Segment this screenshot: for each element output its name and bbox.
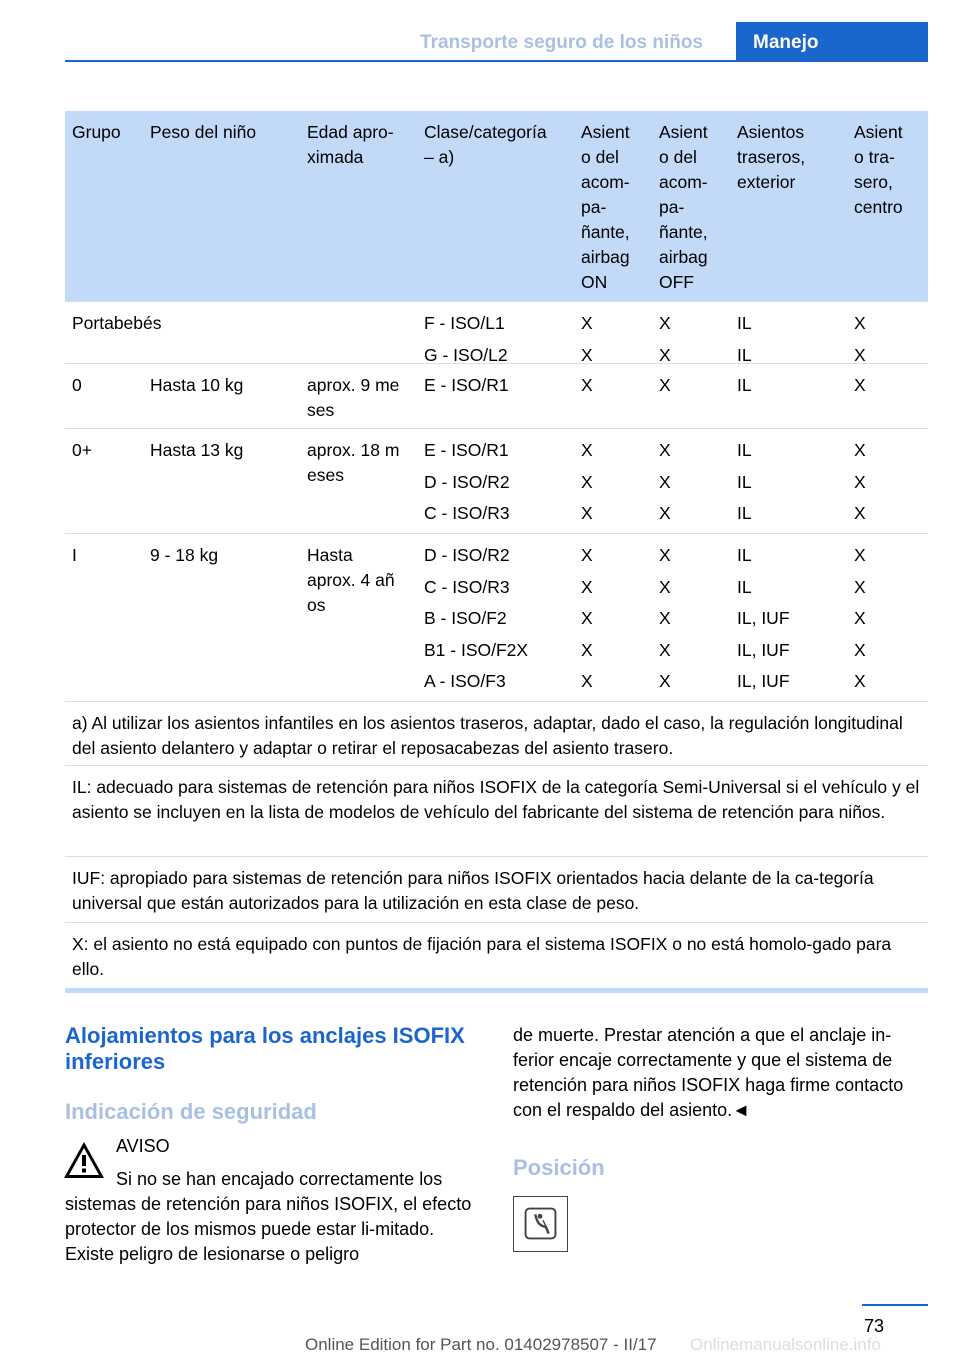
cell-value: X (854, 440, 866, 460)
cell-value: X (854, 471, 866, 492)
cell-value: IL (737, 313, 752, 333)
cell-value: C - ISO/R3 (424, 503, 510, 523)
cell-value: G - ISO/L2 (424, 344, 508, 365)
cell-off (652, 534, 730, 701)
cell-value: X (659, 671, 671, 691)
header-divider (65, 60, 928, 62)
cell-value: A - ISO/F3 (424, 671, 506, 691)
cell-value: X (659, 639, 671, 660)
cell-value: X (854, 671, 866, 691)
cell-on (574, 364, 652, 428)
table-bottom-rule (65, 988, 928, 993)
cell-value: IL, IUF (737, 608, 790, 628)
cell-edad: aprox. 9 me ses (307, 375, 400, 420)
column-header: Clase/categoría – a) (424, 122, 547, 167)
table-note: IL: adecuado para sistemas de retención para niños ISOFIX de la categoría Semi-Universal si el vehículo y el asiento se incluyen en la lista de modelos de vehículo del fabricante del sistema de retención para niños. (65, 765, 928, 856)
watermark: Onlinemanualsonline.info (690, 1335, 881, 1354)
chapter-tab[interactable]: Manejo (736, 22, 928, 62)
cell-value: X (659, 440, 671, 460)
cell-value: X (581, 545, 593, 565)
page-header (65, 0, 928, 62)
cell-value: X (854, 503, 866, 523)
section-heading: Alojamientos para los anclajes ISOFIX inferiores (65, 1023, 465, 1074)
table-note: X: el asiento no está equipado con puntos de fijación para el sistema ISOFIX o no está homolo-gado para ello. (65, 922, 928, 988)
cell-value: X (581, 608, 593, 628)
cell-clase (417, 302, 574, 363)
cell-ext (730, 364, 847, 428)
cell-off (652, 364, 730, 428)
page-number: 73 (864, 1316, 885, 1336)
cell-value: IL (737, 375, 752, 395)
cell-ext (730, 534, 847, 701)
cell-value: X (854, 375, 866, 395)
cell-value: B - ISO/F2 (424, 608, 507, 628)
cell-ext (730, 429, 847, 533)
column-header: Asient o tra- sero, centro (854, 122, 903, 217)
column-header: Edad apro- ximada (307, 122, 394, 167)
cell-value: X (581, 471, 593, 492)
cell-on (574, 302, 652, 363)
section-title: Transporte seguro de los niños (420, 32, 703, 53)
cell-cen (847, 364, 928, 428)
column-header: Grupo (72, 122, 121, 142)
cell-value: X (581, 639, 593, 660)
cell-cen (847, 429, 928, 533)
column-header: Asientos traseros, exterior (737, 122, 806, 192)
cell-on (574, 534, 652, 701)
cell-value: X (659, 344, 671, 365)
cell-value: IL (737, 440, 752, 460)
warning-continuation: de muerte. Prestar atención a que el anclaje in-ferior encaje correctamente y que el sistema de retención para niños ISOFIX haga firme contacto con el respaldo del asiento.◄ (513, 1025, 904, 1120)
cell-value: X (581, 576, 593, 597)
cell-value: IL (737, 471, 752, 492)
table-row (65, 363, 928, 428)
cell-value: X (854, 344, 866, 365)
cell-value: X (581, 503, 593, 523)
cell-grupo: I (72, 545, 77, 565)
cell-value: X (854, 639, 866, 660)
table-note: IUF: apropiado para sistemas de retención para niños ISOFIX orientados hacia delante de la ca-tegoría universal que están autorizados para la utilización en esta clase de peso. (65, 856, 928, 922)
cell-value: IL, IUF (737, 639, 790, 660)
cell-value: X (659, 608, 671, 628)
cell-clase (417, 534, 574, 701)
cell-off (652, 429, 730, 533)
cell-on (574, 429, 652, 533)
cell-edad: Hasta aprox. 4 añ os (307, 545, 395, 615)
cell-clase (417, 429, 574, 533)
cell-value: X (854, 313, 866, 333)
warning-text: Si no se han encajado correctamente los sistemas de retención para niños ISOFIX, el efecto protector de los mismos puede estar li-mitado. Existe peligro de lesionarse o peligro (65, 1169, 472, 1264)
cell-value: X (581, 375, 593, 395)
edition-footer: Online Edition for Part no. 01402978507 - II/17 (305, 1335, 657, 1354)
cell-grupo: 0+ (72, 440, 92, 460)
cell-clase (417, 364, 574, 428)
cell-value: X (854, 545, 866, 565)
cell-value: X (581, 344, 593, 365)
table-row (65, 428, 928, 533)
cell-grupo: 0 (72, 375, 82, 395)
isofix-table (65, 111, 928, 993)
cell-value: F - ISO/L1 (424, 313, 505, 333)
subsection-heading: Indicación de seguridad (65, 1099, 317, 1124)
isofix-seat-icon (513, 1196, 568, 1252)
column-header: Asient o del acom- pa- ñante, airbag OFF (659, 122, 708, 292)
cell-value: X (659, 576, 671, 597)
warning-title: AVISO (116, 1136, 170, 1156)
cell-peso (143, 302, 300, 363)
table-note: a) Al utilizar los asientos infantiles en los asientos traseros, adaptar, dado el caso, la regulación longitudinal del asiento delantero y adaptar o retirar el reposacabezas del asiento trasero. (65, 701, 928, 765)
column-header: Peso del niño (150, 122, 257, 142)
table-row (65, 301, 928, 363)
cell-value: X (659, 375, 671, 395)
column-header: Asient o del acom- pa- ñante, airbag ON (581, 122, 630, 292)
cell-value: D - ISO/R2 (424, 471, 510, 492)
cell-grupo: Portabebés (72, 313, 162, 333)
cell-peso: 9 - 18 kg (150, 545, 219, 565)
cell-value: X (854, 576, 866, 597)
cell-edad: aprox. 18 m eses (307, 440, 400, 485)
table-row (65, 533, 928, 701)
cell-edad (300, 302, 417, 363)
cell-peso: Hasta 10 kg (150, 375, 244, 395)
cell-value: X (659, 503, 671, 523)
cell-peso: Hasta 13 kg (150, 440, 244, 460)
cell-off (652, 302, 730, 363)
cell-cen (847, 534, 928, 701)
cell-value: D - ISO/R2 (424, 545, 510, 565)
cell-cen (847, 302, 928, 363)
cell-value: IL (737, 545, 752, 565)
cell-value: E - ISO/R1 (424, 440, 509, 460)
cell-value: IL (737, 344, 752, 365)
cell-value: IL (737, 576, 752, 597)
cell-value: X (581, 671, 593, 691)
cell-value: X (659, 313, 671, 333)
page-number-rule (862, 1304, 928, 1306)
cell-value: X (659, 471, 671, 492)
cell-value: IL (737, 503, 752, 523)
position-heading: Posición (513, 1155, 605, 1180)
cell-value: X (659, 545, 671, 565)
cell-value: E - ISO/R1 (424, 375, 509, 395)
cell-ext (730, 302, 847, 363)
cell-value: X (581, 440, 593, 460)
cell-value: X (854, 608, 866, 628)
cell-value: IL, IUF (737, 671, 790, 691)
cell-value: B1 - ISO/F2X (424, 639, 529, 660)
cell-value: C - ISO/R3 (424, 576, 510, 597)
cell-value: X (581, 313, 593, 333)
table-header (65, 111, 928, 301)
